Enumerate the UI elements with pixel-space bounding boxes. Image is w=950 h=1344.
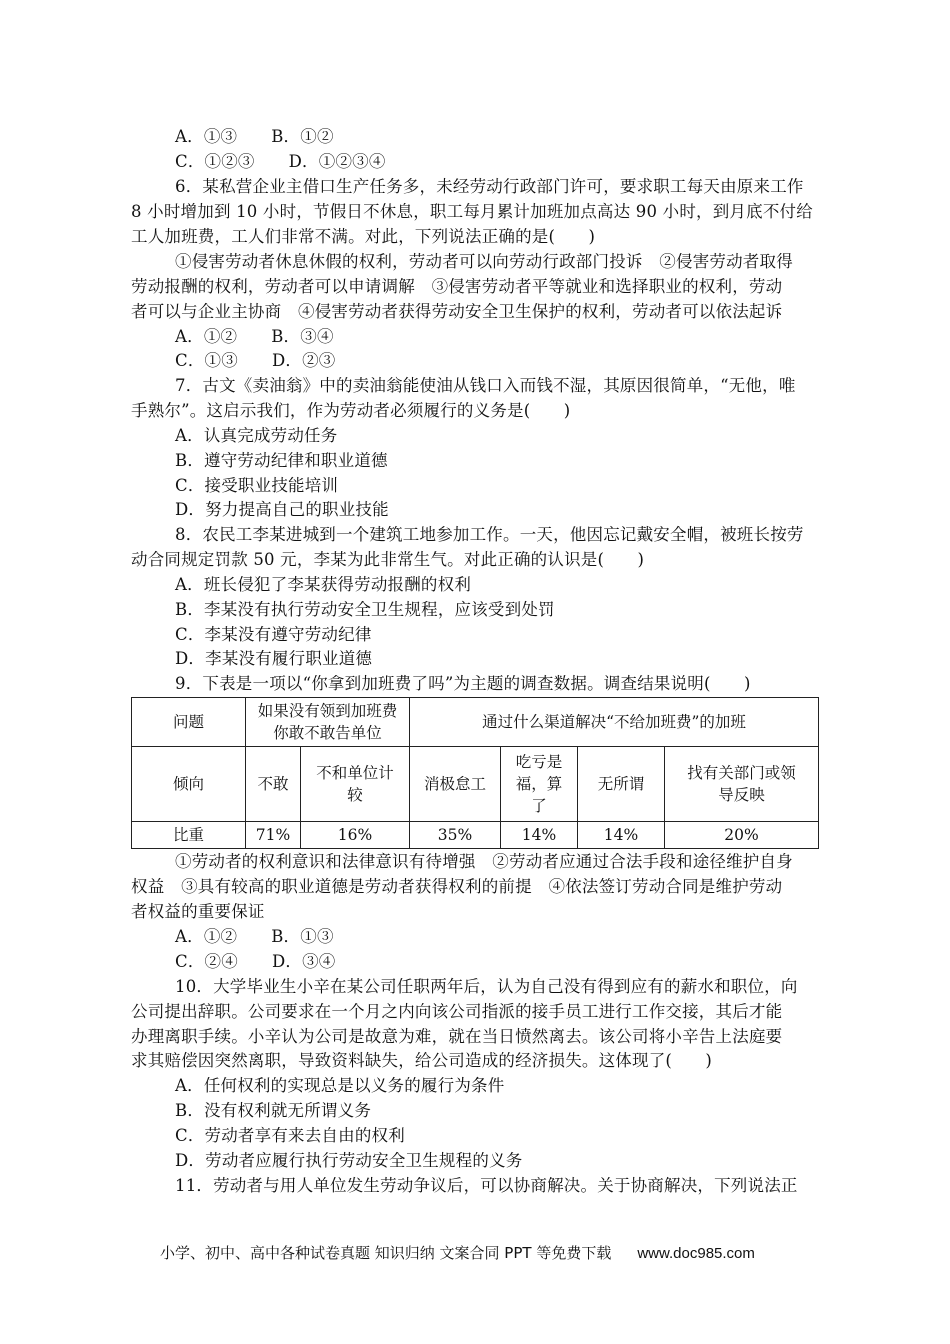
q10-stem-line-3: 办理离职手续。小辛认为公司是故意为难，就在当日愤然离去。该公司将小辛告上法庭要 <box>131 1027 783 1046</box>
value-report: 20% <box>665 822 819 849</box>
cell-no-argue <box>301 747 410 822</box>
q5-options-row-2 <box>175 151 386 173</box>
q8-option-d: D．李某没有履行职业道德 <box>175 649 373 668</box>
q6-statements-line-3: 者可以与企业主协商 ④侵害劳动者获得劳动安全卫生保护的权利，劳动者可以依法起诉 <box>131 302 783 321</box>
q6-options-row-2 <box>175 350 335 372</box>
header-question: 问题 <box>132 698 246 747</box>
q6-stem-line-1: 6．某私营企业主借口生产任务多，未经劳动行政部门许可，要求职工每天由原来工作 <box>175 177 804 196</box>
q7-option-a: A．认真完成劳动任务 <box>175 426 338 445</box>
q7-stem-line-2: 手熟尔”。这启示我们，作为劳动者必须履行的义务是( ) <box>131 401 571 420</box>
q10-stem-line-1: 10．大学毕业生小辛在某公司任职两年后，认为自己没有得到应有的薪水和职位，向 <box>175 977 798 996</box>
q7-option-c: C．接受职业技能培训 <box>175 476 339 495</box>
q6-options-row-1 <box>175 326 334 348</box>
q6-statements-line-2: 劳动报酬的权利，劳动者可以申请调解 ③侵害劳动者平等就业和选择职业的权利，劳动 <box>131 277 783 296</box>
cell-accept-loss-line-3: 了 <box>531 797 547 815</box>
cell-slack: 消极怠工 <box>410 747 501 822</box>
header-sue-company <box>246 698 410 747</box>
q10-stem-line-2: 公司提出辞职。公司要求在一个月之内向该公司指派的接手员工进行工作交接，其后才能 <box>131 1002 783 1021</box>
value-slack: 35% <box>410 822 501 849</box>
survey-table <box>131 697 819 849</box>
q9-stem-line-1: 9．下表是一项以“你拿到加班费了吗”为主题的调查数据。调查结果说明( ) <box>175 674 751 693</box>
value-dare-not: 71% <box>246 822 301 849</box>
q7-stem-line-1: 7．古文《卖油翁》中的卖油翁能使油从钱口入而钱不湿，其原因很简单，“无他，唯 <box>175 376 796 395</box>
q9-option-a: A．①② <box>175 927 238 946</box>
row-label-share: 比重 <box>132 822 246 849</box>
header-channels: 通过什么渠道解决“不给加班费”的加班 <box>410 698 819 747</box>
q9-options-row-2 <box>175 951 335 973</box>
q8-option-c: C．李某没有遵守劳动纪律 <box>175 625 372 644</box>
q8-stem-line-1: 8．农民工李某进城到一个建筑工地参加工作。一天，他因忘记戴安全帽，被班长按劳 <box>175 525 804 544</box>
q10-stem-line-4: 求其赔偿因突然离职，导致资料缺失，给公司造成的经济损失。这体现了( ) <box>131 1051 713 1070</box>
table-header-row <box>132 698 819 747</box>
table-row-share <box>132 822 819 849</box>
q9-statements-line-3: 者权益的重要保证 <box>131 902 265 921</box>
cell-accept-loss <box>501 747 578 822</box>
cell-whatever: 无所谓 <box>578 747 665 822</box>
q8-stem-line-2: 动合同规定罚款 50 元，李某为此非常生气。对此正确的认识是( ) <box>131 550 645 569</box>
row-label-tendency: 倾向 <box>132 747 246 822</box>
q7-option-d: D．努力提高自己的职业技能 <box>175 500 389 519</box>
q5-options-row-1 <box>175 126 334 148</box>
header-sue-line-2: 你敢不敢告单位 <box>273 724 382 742</box>
q10-option-b: B．没有权利就无所谓义务 <box>175 1101 372 1120</box>
q11-stem-line-1: 11．劳动者与用人单位发生劳动争议后，可以协商解决。关于协商解决，下列说法正 <box>175 1176 798 1195</box>
cell-report <box>665 747 819 822</box>
q10-option-c: C．劳动者享有来去自由的权利 <box>175 1126 405 1145</box>
table-row-tendency <box>132 747 819 822</box>
q6-stem-line-2: 8 小时增加到 10 小时，节假日不休息，职工每月累计加班加点高达 90 小时，到月底不付给 <box>131 202 813 221</box>
q5-option-c: C．①②③ <box>175 152 255 171</box>
value-no-argue: 16% <box>301 822 410 849</box>
q6-option-a: A．①② <box>175 327 238 346</box>
q6-option-c: C．①③ <box>175 351 238 370</box>
footer-text: 小学、初中、高中各种试卷真题 知识归纳 文案合同 PPT 等免费下载 <box>160 1244 612 1262</box>
cell-report-line-2: 导反映 <box>718 786 765 804</box>
q8-option-a: A．班长侵犯了李某获得劳动报酬的权利 <box>175 575 472 594</box>
q9-statements-line-2: 权益 ③具有较高的职业道德是劳动者获得权利的前提 ④依法签订劳动合同是维护劳动 <box>131 877 783 896</box>
q5-option-d: D．①②③④ <box>288 152 386 171</box>
q9-option-b: B．①③ <box>271 927 334 946</box>
q5-option-a: A．①③ <box>175 127 238 146</box>
q6-option-d: D．②③ <box>271 351 336 370</box>
header-sue-line-1: 如果没有领到加班费 <box>257 702 398 720</box>
cell-accept-loss-line-1: 吃亏是 <box>515 753 563 771</box>
q9-option-d: D．③④ <box>271 952 336 971</box>
cell-report-line-1: 找有关部门或领 <box>687 764 796 782</box>
q9-option-c: C．②④ <box>175 952 238 971</box>
value-whatever: 14% <box>578 822 665 849</box>
cell-no-argue-line-1: 不和单位计 <box>316 764 394 782</box>
q10-option-d: D．劳动者应履行执行劳动安全卫生规程的义务 <box>175 1151 523 1170</box>
q10-option-a: A．任何权利的实现总是以义务的履行为条件 <box>175 1076 505 1095</box>
q8-option-b: B．李某没有执行劳动安全卫生规程，应该受到处罚 <box>175 600 555 619</box>
q6-option-b: B．③④ <box>271 327 334 346</box>
footer-url[interactable]: www.doc985.com <box>637 1245 755 1262</box>
cell-dare-not: 不敢 <box>246 747 301 822</box>
value-accept-loss: 14% <box>501 822 578 849</box>
q6-statements-line-1: ①侵害劳动者休息休假的权利，劳动者可以向劳动行政部门投诉 ②侵害劳动者取得 <box>175 252 793 271</box>
cell-accept-loss-line-2: 福，算 <box>515 775 563 793</box>
q7-option-b: B．遵守劳动纪律和职业道德 <box>175 451 388 470</box>
q5-option-b: B．①② <box>271 127 334 146</box>
q9-statements-line-1: ①劳动者的权利意识和法律意识有待增强 ②劳动者应通过合法手段和途径维护自身 <box>175 852 793 871</box>
cell-no-argue-line-2: 较 <box>347 786 363 804</box>
q6-stem-line-3: 工人加班费，工人们非常不满。对此，下列说法正确的是( ) <box>131 227 596 246</box>
page-footer <box>160 1242 755 1263</box>
q9-options-row-1 <box>175 926 334 948</box>
